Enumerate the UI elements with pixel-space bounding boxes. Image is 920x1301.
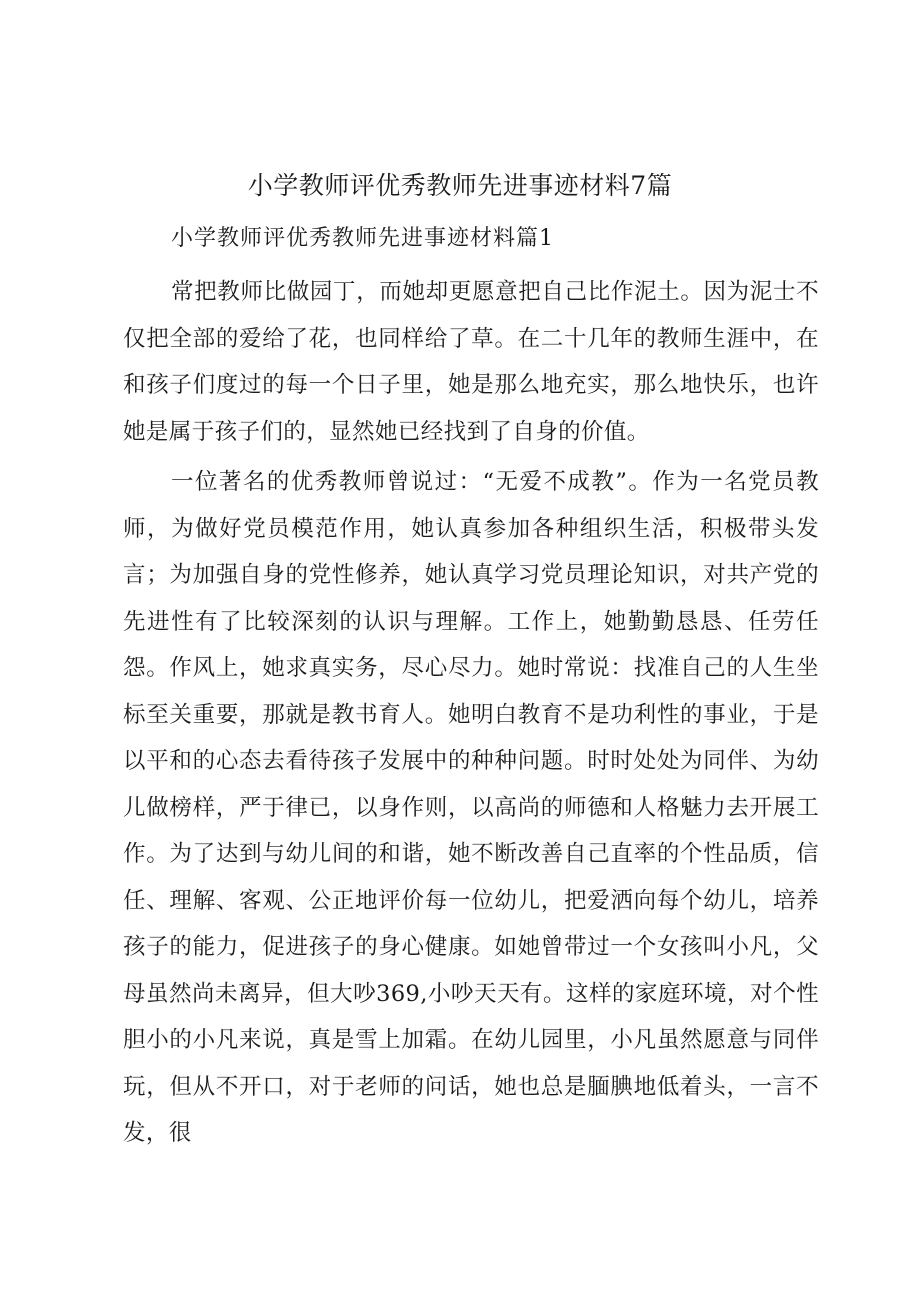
- section-heading: 小学教师评优秀教师先进事迹材料篇1: [171, 226, 554, 251]
- body-paragraph-1: 常把教师比做园丁，而她却更愿意把自己比作泥土。因为泥士不仅把全部的爱给了花，也同样给了草。在二十几年的教师生涯中，在和孩子们度过的每一个日子里，她是那么地充实，那么地快乐，也许她是属于孩子们的，显然她已经找到了自身的价值。: [123, 279, 819, 445]
- body-paragraph-2: 一位著名的优秀教师曾说过：“无爱不成教”。作为一名党员教师，为做好党员模范作用，她认真参加各种组织生活，积极带头发言；为加强自身的党性修养，她认真学习党员理论知识，对共产党的先进性有了比较深刻的认识与理解。工作上，她勤勤恳恳、任劳任怨。作风上，她求真实务，尽心尽力。她时常说：找准自己的人生坐标至关重要，那就是教书育人。她明白教育不是功利性的事业，于是以平和的心态去看待孩子发展中的种种问题。时时处处为同伴、为幼儿做榜样，严于律已，以身作则，以高尚的师德和人格魅力去开展工作。为了达到与幼儿间的和谐，她不断改善自己直率的个性品质，信任、理解、客观、公正地评价每一位幼儿，把爱洒向每个幼儿，培养孩子的能力，促进孩子的身心健康。如她曾带过一个女孩叫小凡，父母虽然尚未离异，但大吵369,小吵天天有。这样的家庭环境，对个性胆小的小凡来说，真是雪上加霜。在幼儿园里，小凡虽然愿意与同伴玩，但从不开口，对于老师的问话，她也总是腼腆地低着头，一言不发，很: [123, 469, 819, 1146]
- document-title: 小学教师评优秀教师先进事迹材料7篇: [247, 171, 673, 200]
